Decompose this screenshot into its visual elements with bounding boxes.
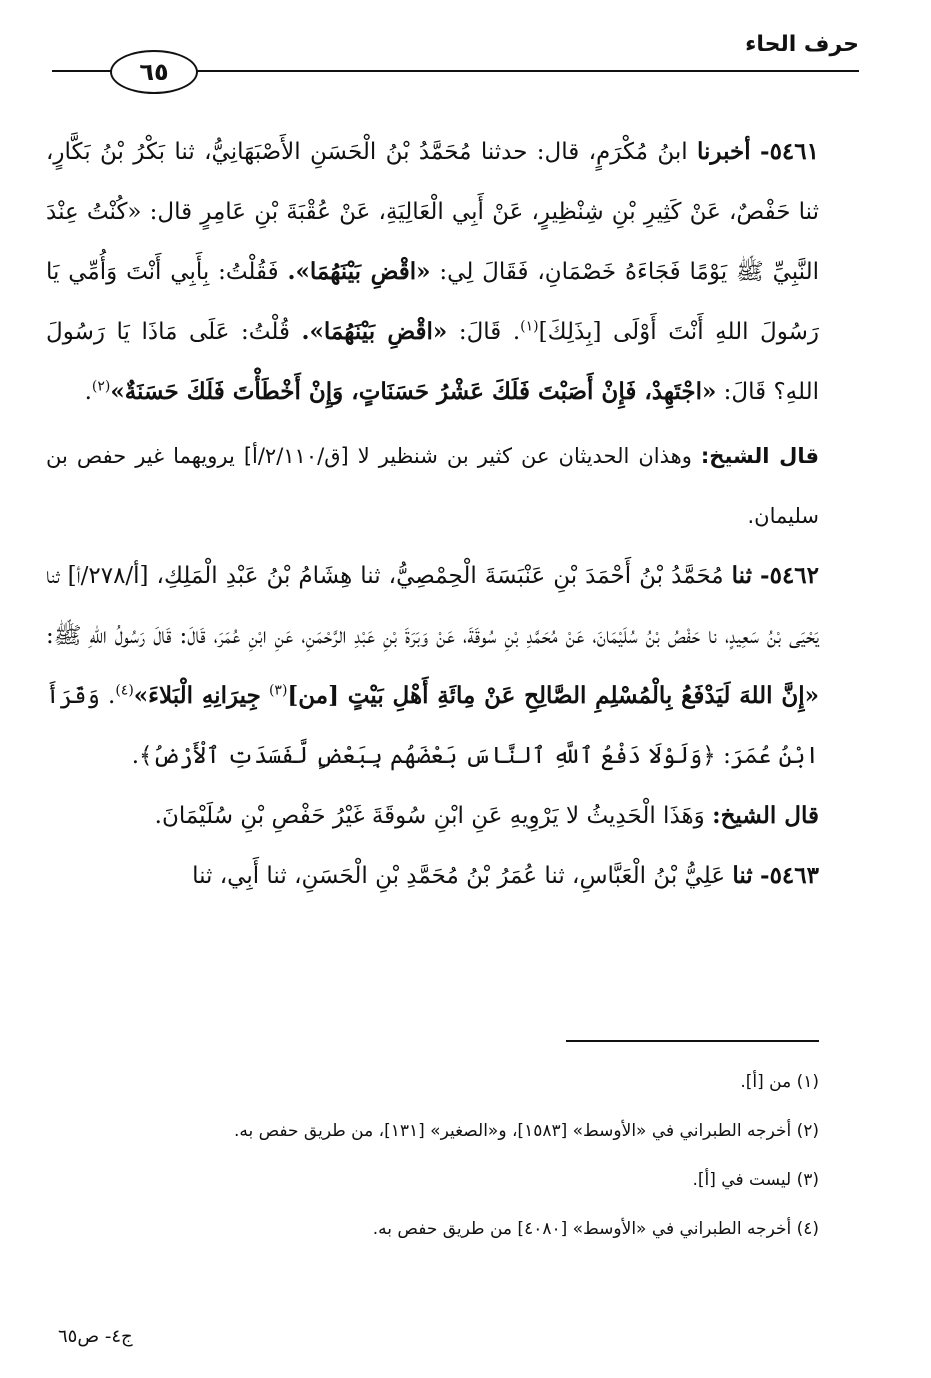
sentence-end: . xyxy=(84,379,92,405)
hadith-number: ٥٤٦٢- xyxy=(760,562,820,589)
isnad-text: مُحَمَّدُ بْنُ أَحْمَدَ بْنِ عَنْبَسَةَ الْحِمْصِيُّ، ثنا هِشَامُ بْنُ عَبْدِ الْمَلِكِ، [أ/٢٧٨/أ] ثنا يَحْيَى بْنُ سَعِيدٍ، نا حَفْصُ بْنُ سُلَيْمَانَ، عَنْ مُحَمَّدِ بْنِ سُوقَةَ، عَنْ وَبَرَةَ بْنِ عَبْدِ الرَّحْمَنِ، عَنِ ابْنِ عُمَرَ، قَالَ: قَالَ رَسُولُ اللهِ ﷺ: xyxy=(46,563,819,649)
narration-lead: أخبرنا xyxy=(697,138,751,165)
footnotes xyxy=(46,1058,819,1254)
page-body xyxy=(46,122,819,906)
footnote-3: (٣) ليست في [أ]. xyxy=(692,1170,819,1190)
narration-lead: ثنا xyxy=(732,862,753,889)
footnote-ref-4: (٤) xyxy=(115,682,134,699)
footnote-1: (١) من [أ]. xyxy=(740,1072,819,1092)
narration-text: . قَالَ: xyxy=(458,319,521,345)
hadith-number: ٥٤٦٣- xyxy=(760,862,819,889)
footnote-4: (٤) أخرجه الطبراني في «الأوسط» [٤٠٨٠] من طريق حفص به. xyxy=(372,1219,819,1239)
footnote-ref-1: (١) xyxy=(520,318,539,335)
isnad-text: عَلِيُّ بْنُ الْعَبَّاسِ، ثنا عُمَرُ بْنُ مُحَمَّدِ بْنِ الْحَسَنِ، ثنا أَبِي، ثنا xyxy=(192,863,726,889)
isnad-text: ابنُ مُكْرَمٍ، قال: حدثنا مُحَمَّدُ بْنُ الْحَسَنِ الأَصْبَهَانِيُّ، ثنا بَكْرُ بْنُ بَكَّارٍ، ثنا حَفْصٌ، عَنْ كَثِيرِ بْنِ شِنْظِيرٍ، عَنْ أَبِي الْعَالِيَةِ، عَنْ عُقْبَةَ بْنِ عَامِرٍ قال: «كُنْتُ عِنْدَ النَّبِيِّ ﷺ يَوْمًا فَجَاءَهُ خَصْمَانِ، فَقَالَ لِي: xyxy=(46,139,820,285)
hadith-5461 xyxy=(46,122,819,422)
page-number: ٦٥ xyxy=(110,50,198,94)
prophetic-saying: «اجْتَهِدْ، فَإِنْ أَصَبْتَ فَلَكَ عَشْرُ حَسَنَاتٍ، وَإِنْ أَخْطَأْتَ فَلَكَ حَسَنَةٌ» xyxy=(110,378,717,405)
footnote-2: (٢) أخرجه الطبراني في «الأوسط» [١٥٨٣]، و«الصغير» [١٣١]، من طريق حفص به. xyxy=(233,1121,819,1141)
narration-text: قُلْتُ: عَلَى مَاذَا يَا رَسُولَ اللهِ؟ قَالَ: xyxy=(46,319,819,405)
narration-lead: ثنا xyxy=(731,562,753,589)
hadith-5462 xyxy=(46,546,819,786)
comment-text: وهذان الحديثان عن كثير بن شنظير لا [ق/٢/١١٠/أ] يرويهما غير حفص بن سليمان. xyxy=(46,444,819,528)
narration-text: فَقُلْتُ: بِأَبِي أَنْتَ وَأُمِّي يَا رَسُولَ اللهِ أَنْتَ أَوْلَى [بِذَلِكَ] xyxy=(46,259,820,345)
footnote-rule xyxy=(566,1040,819,1042)
volume-page-marker: ج٤- ص٦٥ xyxy=(58,1326,133,1347)
prophetic-saying: «إِنَّ اللهَ لَيَدْفَعُ بِالْمُسْلِمِ الصَّالِحِ عَنْ مِائَةِ أَهْلِ بَيْتٍ [من] xyxy=(287,682,819,709)
prophetic-saying: جِيرَانِهِ الْبَلاءَ» xyxy=(133,682,261,709)
sheikh-lead: قال الشيخ: xyxy=(712,802,819,829)
sheikh-comment xyxy=(46,426,819,546)
hadith-5463 xyxy=(46,846,819,906)
sheikh-comment xyxy=(46,786,819,846)
comment-text: وَهَذَا الْحَدِيثُ لا يَرْوِيهِ عَنِ ابْنِ سُوقَةَ غَيْرُ حَفْصِ بْنِ سُلَيْمَانَ. xyxy=(154,803,705,829)
hadith-number: ٥٤٦١- xyxy=(760,138,819,165)
prophetic-saying: «اقْضِ بَيْنَهُمَا». xyxy=(301,318,448,345)
footnote-ref-3: (٣) xyxy=(268,682,288,699)
narration-text: . وَقَرَأَ ابْنُ عُمَرَ: ﴿وَلَوْلَا دَفْعُ ٱللَّهِ ٱلنَّاسَ بَعْضَهُم بِبَعْضٍ لَّفَسَدَتِ ٱلْأَرْضُ﴾. xyxy=(46,683,819,769)
prophetic-saying: «اقْضِ بَيْنَهُمَا». xyxy=(287,258,431,285)
chapter-title: حرف الحاء xyxy=(745,32,859,57)
sheikh-lead: قال الشيخ: xyxy=(700,444,819,468)
footnote-ref-2: (٢) xyxy=(91,378,111,395)
